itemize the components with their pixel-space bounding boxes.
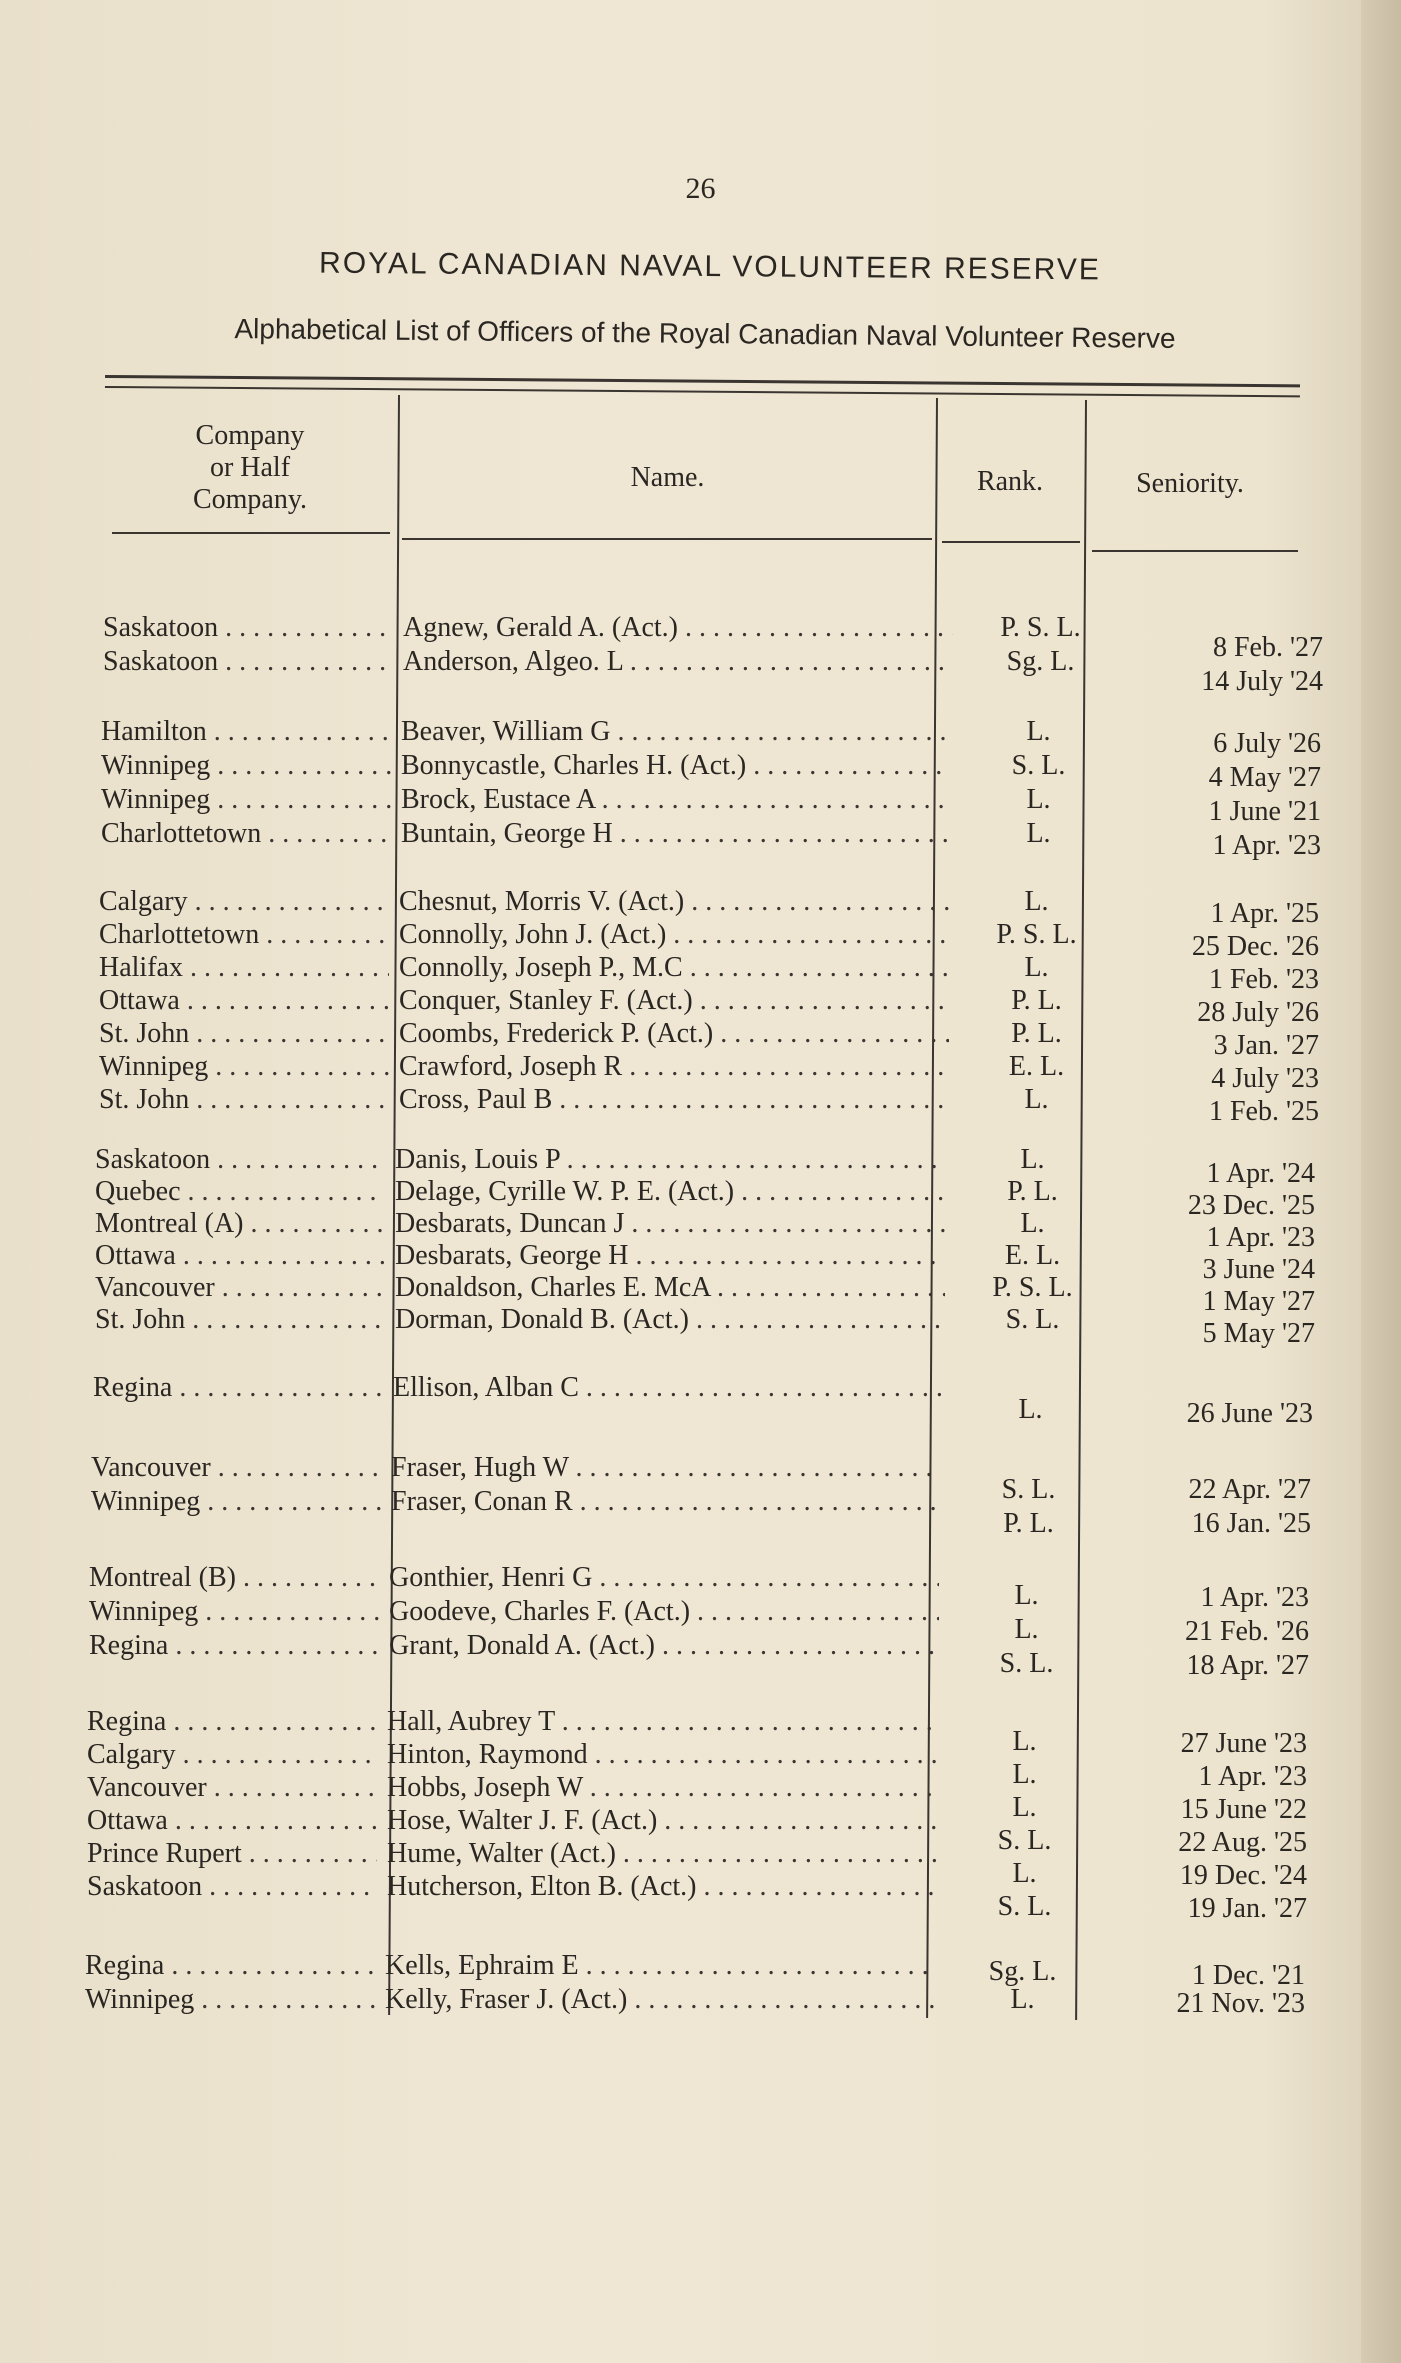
rank-cell: L. xyxy=(1024,952,1049,983)
company-cell: Prince Rupert . . . xyxy=(87,1838,377,1870)
name-cell: Hinton, Raymond . . . xyxy=(387,1739,937,1771)
table-row xyxy=(91,1486,1311,1539)
header-underline xyxy=(1092,550,1298,552)
rank-cell: L. xyxy=(1012,1759,1037,1790)
seniority-cell: 3 Jan. '27 xyxy=(1213,1030,1319,1061)
name-cell: Hume, Walter (Act.) . . . xyxy=(387,1838,937,1870)
rank-cell: S. L. xyxy=(997,1825,1052,1856)
name-cell: Dorman, Donald B. (Act.) . . . xyxy=(395,1304,945,1336)
company-cell: Charlottetown . . . xyxy=(101,818,391,850)
rank-cell: P. S. L. xyxy=(992,1272,1073,1303)
name-cell: Conquer, Stanley F. (Act.) . . . xyxy=(399,985,949,1017)
company-cell: Winnipeg . . . xyxy=(85,1984,375,2016)
book-spine-edge xyxy=(1361,0,1401,2363)
rank-cell: L. xyxy=(1026,784,1051,815)
rank-cell: L. xyxy=(1026,818,1051,849)
company-cell: Montreal (B) . . . xyxy=(89,1562,379,1594)
name-cell: Hobbs, Joseph W . . . xyxy=(387,1772,937,1804)
rank-cell: S. L. xyxy=(1011,750,1066,781)
name-cell: Desbarats, George H . . . xyxy=(395,1240,945,1272)
seniority-cell: 6 July '26 xyxy=(1213,728,1321,759)
rank-cell: S. L. xyxy=(1005,1304,1060,1335)
rank-cell: Sg. L. xyxy=(988,1956,1057,1987)
name-cell: Kelly, Fraser J. (Act.) . . . xyxy=(385,1984,935,2016)
company-cell: St. John . . . xyxy=(99,1018,389,1050)
name-cell: Desbarats, Duncan J . . . xyxy=(395,1208,945,1240)
rank-cell: P. L. xyxy=(1007,1176,1058,1207)
company-cell: Regina . . . xyxy=(93,1372,383,1404)
name-cell: Buntain, George H . . . xyxy=(401,818,951,850)
company-cell: Charlottetown . . . xyxy=(99,919,389,951)
seniority-cell: 26 June '23 xyxy=(1186,1398,1313,1429)
rank-cell: P. S. L. xyxy=(1000,612,1081,643)
table-row xyxy=(101,716,1321,759)
rank-cell: L. xyxy=(1012,1726,1037,1757)
seniority-cell: 4 July '23 xyxy=(1211,1063,1319,1094)
name-cell: Ellison, Alban C . . . xyxy=(393,1372,943,1404)
company-cell: Regina . . . xyxy=(87,1706,377,1738)
name-cell: Hutcherson, Elton B. (Act.) . . . xyxy=(387,1871,937,1903)
name-cell: Danis, Louis P . . . xyxy=(395,1144,945,1176)
name-cell: Grant, Donald A. (Act.) . . . xyxy=(389,1630,939,1662)
company-cell: Winnipeg . . . xyxy=(89,1596,379,1628)
table-row xyxy=(95,1272,1315,1317)
name-cell: Agnew, Gerald A. (Act.) . . . xyxy=(403,612,953,644)
company-cell: Saskatoon . . . xyxy=(103,646,393,678)
name-cell: Coombs, Frederick P. (Act.) . . . xyxy=(399,1018,949,1050)
rank-cell: L. xyxy=(1010,1984,1035,2015)
rank-cell: E. L. xyxy=(1004,1240,1061,1271)
company-cell: Regina . . . xyxy=(85,1950,375,1982)
name-cell: Cross, Paul B . . . xyxy=(399,1084,949,1116)
rank-cell: P. L. xyxy=(1011,985,1062,1016)
company-cell: Winnipeg . . . xyxy=(91,1486,381,1518)
seniority-cell: 15 June '22 xyxy=(1180,1794,1307,1825)
seniority-cell: 19 Dec. '24 xyxy=(1179,1860,1307,1891)
name-cell: Beaver, William G . . . xyxy=(401,716,951,748)
rank-cell: S. L. xyxy=(997,1891,1052,1922)
name-cell: Bonnycastle, Charles H. (Act.) . . . xyxy=(401,750,951,782)
name-cell: Hose, Walter J. F. (Act.) . . . xyxy=(387,1805,937,1837)
seniority-cell: 28 July '26 xyxy=(1197,997,1319,1028)
seniority-cell: 1 Dec. '21 xyxy=(1191,1960,1305,1991)
table-row xyxy=(101,750,1321,793)
rank-cell: P. S. L. xyxy=(996,919,1077,950)
rank-cell: L. xyxy=(1012,1792,1037,1823)
company-cell: Calgary . . . xyxy=(87,1739,377,1771)
rank-cell: L. xyxy=(1024,1084,1049,1115)
seniority-cell: 22 Apr. '27 xyxy=(1188,1474,1311,1505)
company-cell: Ottawa . . . xyxy=(87,1805,377,1837)
company-cell: Winnipeg . . . xyxy=(101,750,391,782)
seniority-cell: 1 June '21 xyxy=(1208,796,1321,827)
seniority-cell: 25 Dec. '26 xyxy=(1191,931,1319,962)
name-cell: Crawford, Joseph R . . . xyxy=(399,1051,949,1083)
name-cell: Chesnut, Morris V. (Act.) . . . xyxy=(399,886,949,918)
company-cell: Vancouver . . . xyxy=(87,1772,377,1804)
table-row xyxy=(95,1240,1315,1285)
company-cell: Calgary . . . xyxy=(99,886,389,918)
name-cell: Brock, Eustace A . . . xyxy=(401,784,951,816)
name-cell: Fraser, Hugh W . . . xyxy=(391,1452,941,1484)
rank-cell: S. L. xyxy=(999,1648,1054,1679)
table-row xyxy=(99,919,1319,962)
table-row xyxy=(101,818,1321,861)
column-header-company-line: or Half xyxy=(209,452,291,483)
header-underline xyxy=(402,538,932,540)
seniority-cell: 1 Apr. '23 xyxy=(1198,1761,1307,1792)
table-row xyxy=(95,1208,1315,1253)
company-cell: St. John . . . xyxy=(99,1084,389,1116)
table-row xyxy=(93,1372,1313,1429)
seniority-cell: 1 Feb. '25 xyxy=(1208,1096,1319,1127)
page-number: 26 xyxy=(685,172,716,205)
company-cell: Montreal (A) . . . xyxy=(95,1208,385,1240)
seniority-cell: 22 Aug. '25 xyxy=(1178,1827,1307,1858)
column-header-company xyxy=(115,420,385,516)
name-cell: Delage, Cyrille W. P. E. (Act.) . . . xyxy=(395,1176,945,1208)
company-cell: Quebec . . . xyxy=(95,1176,385,1208)
company-cell: Halifax . . . xyxy=(99,952,389,984)
seniority-cell: 16 Jan. '25 xyxy=(1191,1508,1311,1539)
header-underline xyxy=(942,541,1080,543)
rank-cell: P. L. xyxy=(1003,1508,1054,1539)
rank-cell: L. xyxy=(1014,1614,1039,1645)
rank-cell: E. L. xyxy=(1008,1051,1065,1082)
seniority-cell: 1 Feb. '23 xyxy=(1208,964,1319,995)
table-row xyxy=(85,1950,1305,1991)
company-cell: Vancouver . . . xyxy=(91,1452,381,1484)
header-double-rule xyxy=(105,375,1300,397)
company-cell: Vancouver . . . xyxy=(95,1272,385,1304)
seniority-cell: 14 July '24 xyxy=(1201,666,1323,697)
seniority-cell: 19 Jan. '27 xyxy=(1187,1893,1307,1924)
table-row xyxy=(95,1144,1315,1189)
company-cell: Winnipeg . . . xyxy=(99,1051,389,1083)
company-cell: Winnipeg . . . xyxy=(101,784,391,816)
column-header-company-line: Company xyxy=(195,420,305,451)
table-row xyxy=(99,886,1319,929)
rank-cell: L. xyxy=(1026,716,1051,747)
table-row xyxy=(99,985,1319,1028)
rank-cell: P. L. xyxy=(1011,1018,1062,1049)
seniority-cell: 18 Apr. '27 xyxy=(1186,1650,1309,1681)
seniority-cell: 8 Feb. '27 xyxy=(1212,632,1323,663)
seniority-cell: 1 Apr. '23 xyxy=(1206,1222,1315,1253)
page-heading: ROYAL CANADIAN NAVAL VOLUNTEER RESERVE xyxy=(319,246,1102,287)
name-cell: Goodeve, Charles F. (Act.) . . . xyxy=(389,1596,939,1628)
table-row xyxy=(99,1051,1319,1094)
table-row xyxy=(99,1018,1319,1061)
table-row xyxy=(95,1304,1315,1349)
seniority-cell: 27 June '23 xyxy=(1180,1728,1307,1759)
seniority-cell: 1 Apr. '23 xyxy=(1212,830,1321,861)
name-cell: Kells, Ephraim E . . . xyxy=(385,1950,935,1982)
company-cell: Saskatoon . . . xyxy=(87,1871,377,1903)
rank-cell: L. xyxy=(1014,1580,1039,1611)
name-cell: Connolly, John J. (Act.) . . . xyxy=(399,919,949,951)
seniority-cell: 1 Apr. '23 xyxy=(1200,1582,1309,1613)
seniority-cell: 21 Nov. '23 xyxy=(1176,1988,1305,2019)
column-header-company-line: Company. xyxy=(192,484,308,515)
company-cell: Saskatoon . . . xyxy=(103,612,393,644)
column-header-name: Name. xyxy=(630,462,705,493)
name-cell: Donaldson, Charles E. McA . . . xyxy=(395,1272,945,1304)
company-cell: Ottawa . . . xyxy=(95,1240,385,1272)
column-header-rank: Rank. xyxy=(976,466,1044,497)
name-cell: Connolly, Joseph P., M.C . . . xyxy=(399,952,949,984)
name-cell: Hall, Aubrey T . . . xyxy=(387,1706,937,1738)
table-row xyxy=(95,1176,1315,1221)
name-cell: Anderson, Algeo. L . . . xyxy=(403,646,953,678)
seniority-cell: 1 Apr. '25 xyxy=(1210,898,1319,929)
rank-cell: L. xyxy=(1020,1208,1045,1239)
table-row xyxy=(99,952,1319,995)
table-row xyxy=(101,784,1321,827)
seniority-cell: 23 Dec. '25 xyxy=(1187,1190,1315,1221)
rank-cell: L. xyxy=(1020,1144,1045,1175)
seniority-cell: 5 May '27 xyxy=(1202,1318,1315,1349)
name-cell: Fraser, Conan R . . . xyxy=(391,1486,941,1518)
table-row xyxy=(85,1984,1305,2019)
company-cell: Hamilton . . . xyxy=(101,716,391,748)
seniority-cell: 1 Apr. '24 xyxy=(1206,1158,1315,1189)
page-subheading: Alphabetical List of Officers of the Royal Canadian Naval Volunteer Reserve xyxy=(234,313,1176,354)
company-cell: Ottawa . . . xyxy=(99,985,389,1017)
rank-cell: S. L. xyxy=(1001,1474,1056,1505)
header-underline xyxy=(112,532,390,534)
rank-cell: Sg. L. xyxy=(1006,646,1075,677)
seniority-cell: 21 Feb. '26 xyxy=(1184,1616,1309,1647)
rank-cell: L. xyxy=(1024,886,1049,917)
company-cell: Regina . . . xyxy=(89,1630,379,1662)
rank-cell: L. xyxy=(1012,1858,1037,1889)
name-cell: Gonthier, Henri G . . . xyxy=(389,1562,939,1594)
seniority-cell: 3 June '24 xyxy=(1202,1254,1315,1285)
seniority-cell: 4 May '27 xyxy=(1208,762,1321,793)
table-row xyxy=(99,1084,1319,1127)
company-cell: Saskatoon . . . xyxy=(95,1144,385,1176)
seniority-cell: 1 May '27 xyxy=(1202,1286,1315,1317)
column-header-seniority: Seniority. xyxy=(1136,468,1244,499)
rank-cell: L. xyxy=(1018,1394,1043,1425)
table-row xyxy=(87,1871,1307,1924)
company-cell: St. John . . . xyxy=(95,1304,385,1336)
